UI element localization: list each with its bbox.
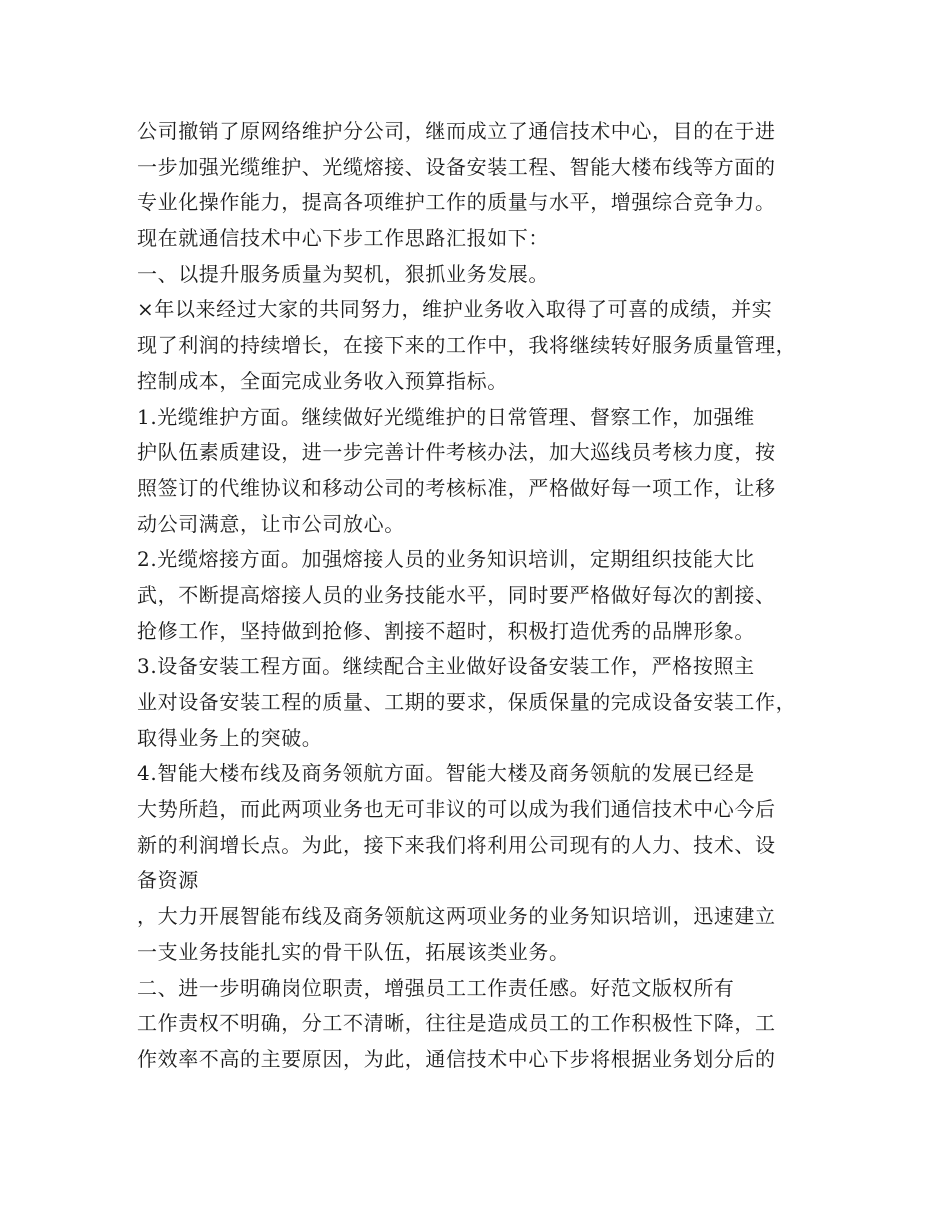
text-line: 作效率不高的主要原因，为此，通信技术中心下步将根据业务划分后的 xyxy=(137,1046,776,1071)
text-line: 备资源 xyxy=(137,868,199,893)
text-line: 新的利润增长点。为此，接下来我们将利用公司现有的人力、技术、设 xyxy=(137,832,776,857)
text-line: 控制成本，全面完成业务收入预算指标。 xyxy=(137,368,508,393)
text-line: 抢修工作，坚持做到抢修、割接不超时，积极打造优秀的品牌形象。 xyxy=(137,618,755,643)
text-line: 现了利润的持续增长，在接下来的工作中，我将继续转好服务质量管理， xyxy=(137,333,797,358)
text-line: 业对设备安装工程的质量、工期的要求，保质保量的完成设备安装工作， xyxy=(137,690,797,714)
text-line: 工作责权不明确，分工不清晰，往往是造成员工的工作积极性下降，工 xyxy=(137,1011,776,1036)
list-item-line: 1.光缆维护方面。继续做好光缆维护的日常管理、督察工作，加强维 xyxy=(137,404,755,429)
text-line: 动公司满意，让市公司放心。 xyxy=(137,511,405,536)
section-heading: 一、以提升服务质量为契机，狠抓业务发展。 xyxy=(137,261,549,286)
text-line: 取得业务上的突破。 xyxy=(137,725,323,750)
text-line: 护队伍素质建设，进一步完善计件考核办法，加大巡线员考核力度，按 xyxy=(137,440,776,465)
text-line: 大势所趋，而此两项业务也无可非议的可以成为我们通信技术中心今后 xyxy=(137,797,776,822)
text-line: 公司撤销了原网络维护分公司，继而成立了通信技术中心，目的在于进 xyxy=(137,119,776,143)
document-body xyxy=(137,116,827,1080)
text-line: 一步加强光缆维护、光缆熔接、设备安装工程、智能大楼布线等方面的 xyxy=(137,154,776,179)
text-line: 武，不断提高熔接人员的业务技能水平，同时要严格做好每次的割接、 xyxy=(137,582,776,607)
list-item-line: 2.光缆熔接方面。加强熔接人员的业务知识培训，定期组织技能大比 xyxy=(137,547,755,572)
text-line: 现在就通信技术中心下步工作思路汇报如下： xyxy=(137,226,549,251)
text-line: 照签订的代维协议和移动公司的考核标准，严格做好每一项工作，让移 xyxy=(137,475,776,500)
text-line: ，大力开展智能布线及商务领航这两项业务的业务知识培训，迅速建立 xyxy=(137,904,776,929)
text-line: 专业化操作能力，提高各项维护工作的质量与水平，增强综合竞争力。 xyxy=(137,190,776,215)
list-item-line: 3.设备安装工程方面。继续配合主业做好设备安装工作，严格按照主 xyxy=(137,654,755,679)
text-line: ×年以来经过大家的共同努力，维护业务收入取得了可喜的成绩，并实 xyxy=(137,297,773,322)
section-heading: 二、进一步明确岗位职责，增强员工工作责任感。好范文版权所有 xyxy=(137,975,735,1000)
text-line: 一支业务技能扎实的骨干队伍，拓展该类业务。 xyxy=(137,939,570,964)
list-item-line: 4.智能大楼布线及商务领航方面。智能大楼及商务领航的发展已经是 xyxy=(137,761,755,786)
